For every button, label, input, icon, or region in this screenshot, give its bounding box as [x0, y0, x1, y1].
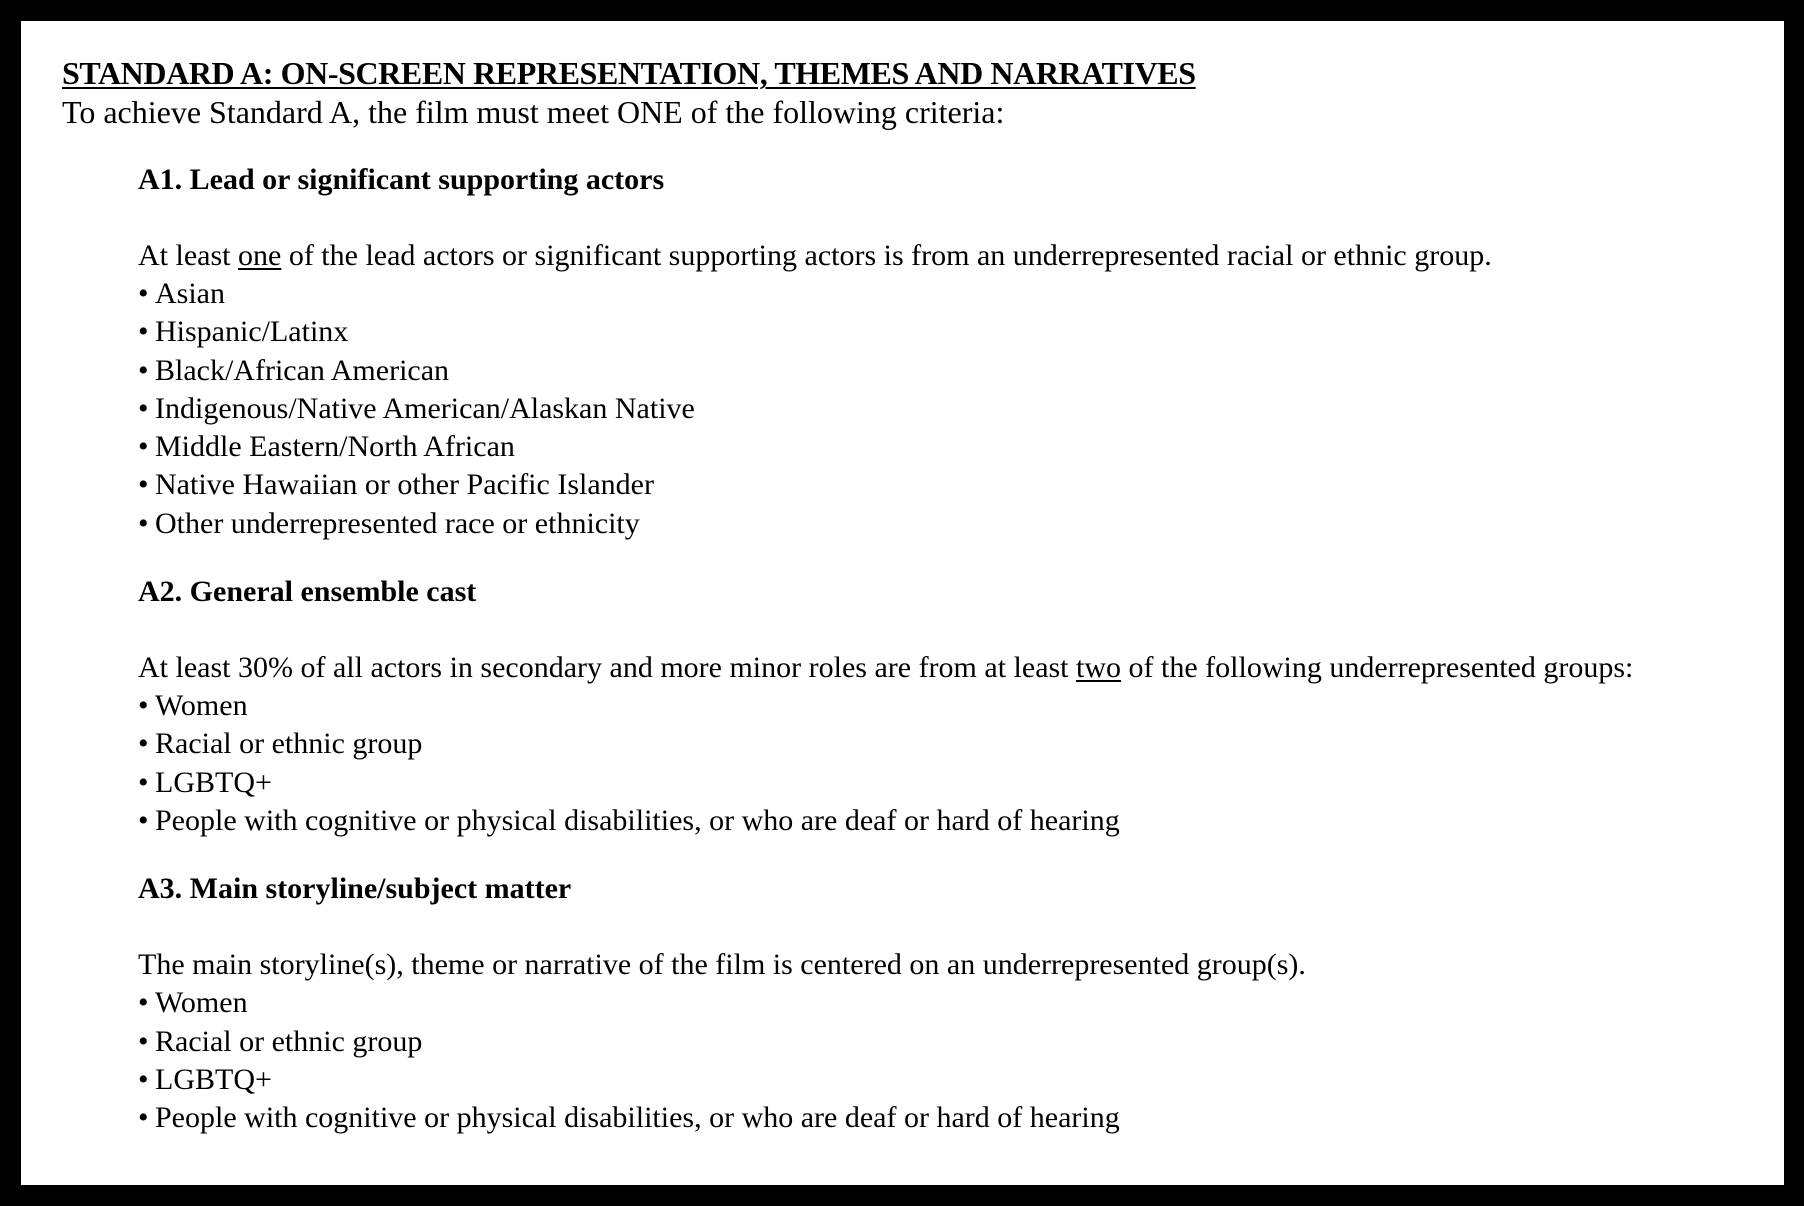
- list-item: [138, 428, 1764, 466]
- criterion-description: [138, 649, 1764, 687]
- list-item: [138, 466, 1764, 504]
- list-item-label: Women: [155, 689, 248, 723]
- description-text: The main storyline(s), theme or narrative of the film is centered on an underrepresented group(s).: [138, 948, 1306, 982]
- criterion-list: [138, 984, 1764, 1137]
- list-item: [138, 390, 1764, 428]
- list-item: [138, 725, 1764, 763]
- list-item-label: LGBTQ+: [155, 765, 272, 799]
- list-item: [138, 802, 1764, 840]
- standard-title: STANDARD A: ON-SCREEN REPRESENTATION, THEMES AND NARRATIVES: [62, 55, 1196, 91]
- criterion-description: [138, 237, 1764, 275]
- list-item: [138, 1061, 1764, 1099]
- bullet-icon: •: [138, 468, 149, 502]
- bullet-icon: •: [138, 315, 149, 349]
- description-text: of the following underrepresented groups:: [1121, 651, 1634, 685]
- list-item-label: Black/African American: [155, 353, 450, 387]
- criterion-a2: [138, 573, 1764, 840]
- criterion-heading: A3. Main storyline/subject matter: [138, 872, 572, 906]
- criterion-description: [138, 946, 1764, 984]
- bullet-icon: •: [138, 803, 149, 837]
- list-item-label: Women: [155, 986, 248, 1020]
- bullet-icon: •: [138, 277, 149, 310]
- bullet-icon: •: [138, 689, 149, 723]
- criterion-heading: A1. Lead or significant supporting actors: [138, 163, 665, 196]
- bullet-icon: •: [138, 1101, 149, 1135]
- description-text: At least 30% of all actors in secondary and more minor roles are from at least: [138, 651, 1077, 685]
- document-page: [21, 21, 1784, 1185]
- list-item-label: Other underrepresented race or ethnicity: [155, 506, 640, 540]
- criterion-list: [138, 687, 1764, 840]
- description-text: of the lead actors or significant supporting actors is from an underrepresented racial or ethnic group.: [281, 239, 1492, 272]
- list-item: [138, 505, 1764, 543]
- criterion-list: [138, 275, 1764, 543]
- list-item-label: Asian: [155, 277, 225, 310]
- list-item-label: Racial or ethnic group: [155, 727, 423, 761]
- description-emphasis: one: [237, 239, 282, 272]
- list-item-label: Hispanic/Latinx: [155, 315, 349, 349]
- list-item-label: Middle Eastern/North African: [155, 430, 515, 464]
- bullet-icon: •: [138, 765, 149, 799]
- list-item: [138, 984, 1764, 1022]
- list-item-label: Racial or ethnic group: [155, 1024, 423, 1058]
- bullet-icon: •: [138, 727, 149, 761]
- list-item: [138, 275, 1764, 313]
- criterion-a3: [138, 870, 1764, 1137]
- list-item: [138, 687, 1764, 725]
- description-text: At least: [138, 239, 238, 272]
- list-item: [138, 764, 1764, 802]
- list-item-label: Indigenous/Native American/Alaskan Native: [155, 391, 695, 425]
- list-item: [138, 352, 1764, 390]
- list-item-label: LGBTQ+: [155, 1062, 272, 1096]
- description-emphasis: two: [1076, 651, 1122, 685]
- list-item: [138, 313, 1764, 351]
- bullet-icon: •: [138, 506, 149, 540]
- bullet-icon: •: [138, 430, 149, 464]
- list-item: [138, 1099, 1764, 1137]
- list-item: [138, 1023, 1764, 1061]
- criterion-a1: [138, 161, 1764, 543]
- list-item-label: Native Hawaiian or other Pacific Islander: [155, 468, 654, 502]
- bullet-icon: •: [138, 353, 149, 387]
- bullet-icon: •: [138, 391, 149, 425]
- bullet-icon: •: [138, 1024, 149, 1058]
- list-item-label: People with cognitive or physical disabilities, or who are deaf or hard of hearing: [155, 803, 1120, 837]
- list-item-label: People with cognitive or physical disabilities, or who are deaf or hard of hearing: [155, 1101, 1120, 1135]
- document-content: [62, 53, 1764, 1167]
- standard-intro: To achieve Standard A, the film must meet ONE of the following criteria:: [62, 94, 1005, 130]
- bullet-icon: •: [138, 986, 149, 1020]
- bullet-icon: •: [138, 1062, 149, 1096]
- criterion-heading: A2. General ensemble cast: [138, 575, 477, 609]
